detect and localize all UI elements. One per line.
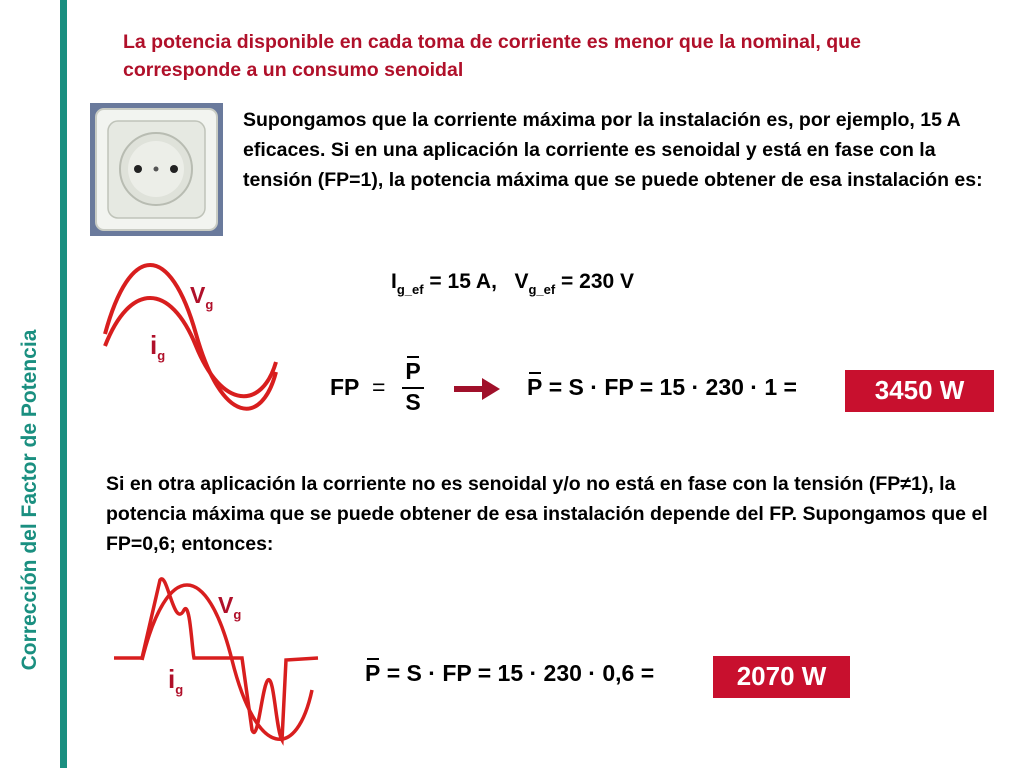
power-socket-image: [90, 103, 223, 236]
voltage-label-2: $V_g$: [218, 592, 242, 622]
arrow-right-icon: [454, 378, 500, 400]
sidebar-divider: [60, 0, 67, 768]
sidebar-title: [0, 0, 60, 768]
result-power-1: 3450 W: [845, 370, 994, 412]
result-power-2: 2070 W: [713, 656, 850, 698]
v-symbol: V: [514, 270, 529, 293]
power-formula-1: P = S · FP = 15 · 230 · 1 =: [527, 374, 797, 400]
i-subscript: g_ef: [396, 282, 424, 297]
v-subscript: g_ef: [528, 282, 556, 297]
paragraph-non-sinusoidal: Si en otra aplicación la corriente no es senoidal y/o no está en fase con la tensión (FP≠1), la potencia máxima que se puede obtener de esa instalación depende del FP. Supongamos que el FP=0,6; entonces:: [106, 473, 988, 555]
i-value: = 15 A,: [423, 270, 497, 293]
v-value: = 230 V: [555, 270, 635, 293]
slide-heading: La potencia disponible en cada toma de corriente es menor que la nominal, que corresponde a un consumo senoidal: [123, 31, 861, 81]
current-label-1: $i_g$: [150, 330, 166, 363]
sidebar-title-text: Corrección del Factor de Potencia: [18, 329, 41, 671]
given-values: [391, 270, 635, 297]
non-sinusoidal-waveform: [112, 570, 322, 750]
paragraph-sinusoidal: Supongamos que la corriente máxima por la instalación es, por ejemplo, 15 A eficaces. Si en una aplicación la corriente es senoidal y está en fase con la tensión (FP=1), la potencia máxima que se puede obtener de esa instalación es:: [243, 109, 983, 191]
i-symbol: I: [391, 270, 397, 293]
power-formula-2: P = S · FP = 15 · 230 · 0,6 =: [365, 660, 655, 686]
voltage-label-1: $V_g$: [190, 282, 214, 312]
current-label-2: $i_g$: [168, 664, 184, 697]
